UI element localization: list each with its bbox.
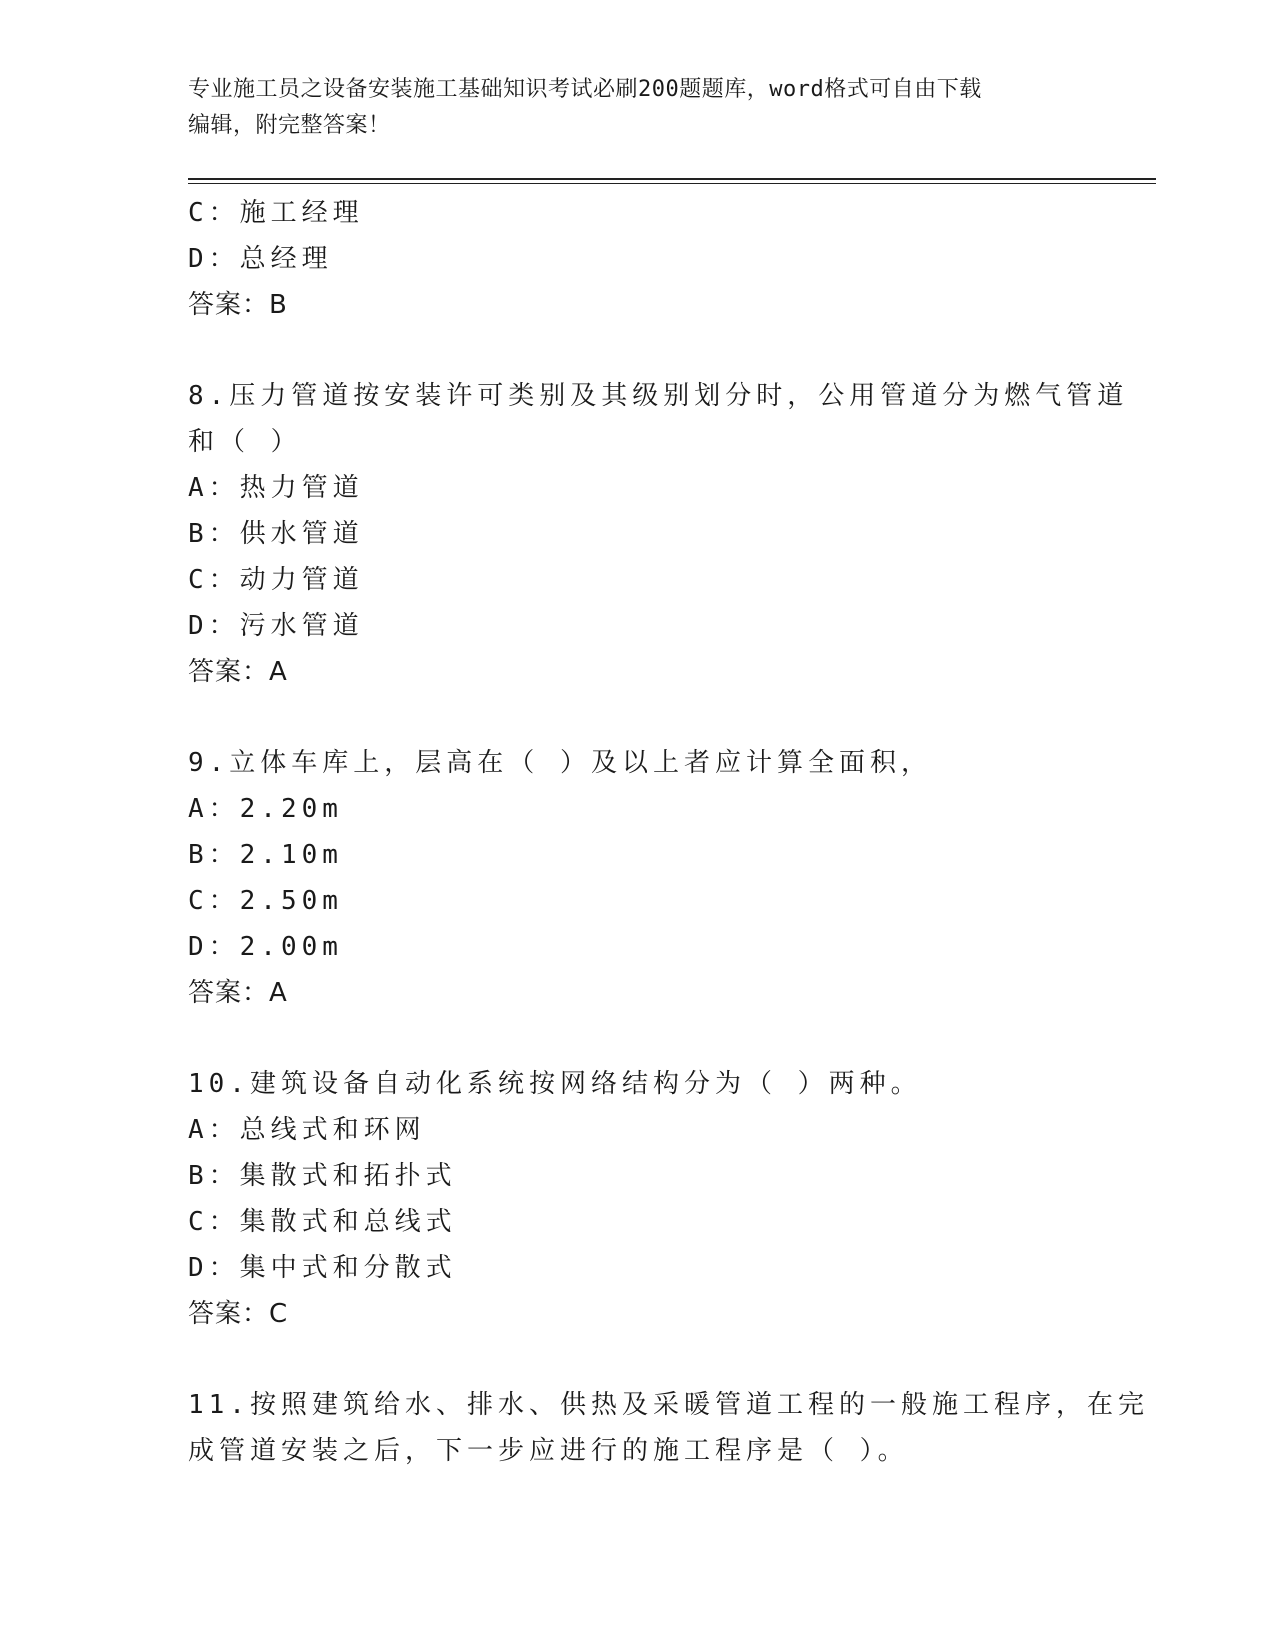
option-d: D：集中式和分散式 bbox=[188, 1253, 457, 1283]
question-8 bbox=[188, 373, 1129, 695]
option-c: C：集散式和总线式 bbox=[188, 1207, 457, 1237]
option-d: D：总经理 bbox=[188, 244, 333, 274]
question-stem-continued: 和（ ） bbox=[188, 427, 302, 457]
option-c: C：2.50m bbox=[188, 886, 343, 916]
option-b: B：供水管道 bbox=[188, 519, 364, 549]
answer-line: 答案：A bbox=[188, 978, 288, 1008]
header-title-line2: 编辑，附完整答案！ bbox=[188, 113, 391, 138]
spacer bbox=[188, 1337, 1088, 1382]
option-c: C：动力管道 bbox=[188, 565, 364, 595]
option-a: A：总线式和环网 bbox=[188, 1115, 426, 1145]
option-d: D：2.00m bbox=[188, 932, 343, 962]
question-stem: 8.压力管道按安装许可类别及其级别划分时，公用管道分为燃气管道 bbox=[188, 381, 1129, 411]
question-stem: 10.建筑设备自动化系统按网络结构分为（ ）两种。 bbox=[188, 1069, 922, 1099]
header-divider-thick bbox=[188, 178, 1156, 180]
question-11 bbox=[188, 1382, 1149, 1474]
option-b: B：2.10m bbox=[188, 840, 343, 870]
question-content bbox=[188, 190, 1149, 1474]
question-stem: 9.立体车库上，层高在（ ）及以上者应计算全面积， bbox=[188, 748, 932, 778]
question-7-partial bbox=[188, 190, 1088, 328]
answer-line: 答案：C bbox=[188, 1299, 289, 1329]
option-d: D：污水管道 bbox=[188, 611, 364, 641]
header-divider-thin bbox=[188, 183, 1156, 184]
question-stem: 11.按照建筑给水、排水、供热及采暖管道工程的一般施工程序，在完 bbox=[188, 1390, 1149, 1420]
option-a: A：热力管道 bbox=[188, 473, 364, 503]
question-stem-continued: 成管道安装之后，下一步应进行的施工程序是（ ）。 bbox=[188, 1436, 909, 1466]
answer-line: 答案：A bbox=[188, 657, 288, 687]
spacer bbox=[188, 328, 1088, 373]
option-a: A：2.20m bbox=[188, 794, 343, 824]
option-b: B：集散式和拓扑式 bbox=[188, 1161, 457, 1191]
document-header bbox=[188, 72, 1088, 144]
question-10 bbox=[188, 1061, 1088, 1337]
option-c: C：施工经理 bbox=[188, 198, 364, 228]
spacer bbox=[188, 1016, 1088, 1061]
question-9 bbox=[188, 740, 1088, 1016]
spacer bbox=[188, 695, 1088, 740]
answer-line: 答案：B bbox=[188, 290, 288, 320]
header-title-line1: 专业施工员之设备安装施工基础知识考试必刷200题题库，word格式可自由下载 bbox=[188, 77, 982, 102]
